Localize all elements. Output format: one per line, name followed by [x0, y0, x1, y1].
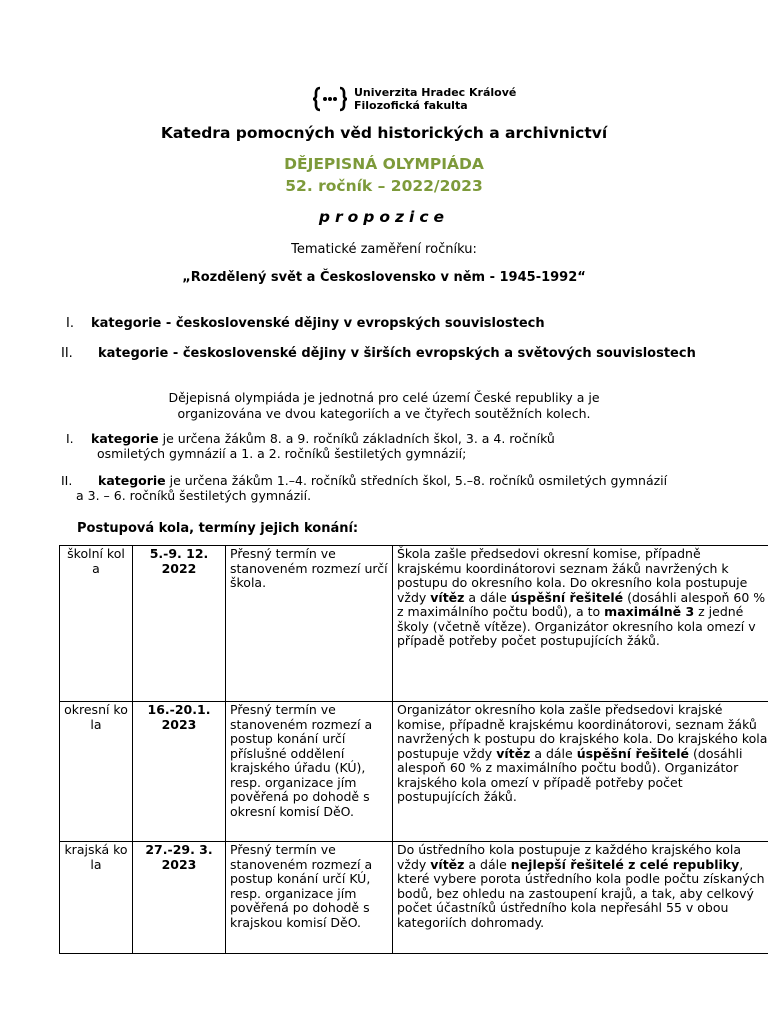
olympiad-title: DĚJEPISNÁ OLYMPIÁDA — [284, 155, 484, 173]
category-detail-keyword: kategorie — [98, 473, 166, 488]
focus-title: „Rozdělený svět a Československo v něm - 1945-1992“ — [182, 270, 586, 285]
round-name-cell: školní kola — [60, 546, 133, 702]
category-detail — [66, 431, 555, 461]
description-text: Do ústředního kola postupuje z každého krajského kola vždy — [397, 842, 742, 872]
category-text: kategorie - československé dějiny v evropských souvislostech — [91, 316, 545, 331]
description-text: Organizátor okresního kola zašle předsedovi krajské komise, případně krajskému koordinátorovi, seznam žáků navržených k postupu do krajského kola. Do krajského kola postupuje vždy — [397, 702, 768, 761]
logo-text — [354, 86, 516, 112]
round-description-cell — [393, 546, 768, 702]
category-number: I. — [66, 316, 74, 331]
description-emphasis: vítěz — [430, 589, 465, 605]
description-text: a dále — [530, 745, 577, 761]
department-title: Katedra pomocných věd historických a archivnictví — [160, 124, 608, 142]
description-emphasis: úspěšní řešitelé — [510, 589, 624, 605]
description-text: Škola zašle předsedovi okresní komise, případně krajskému koordinátorovi seznam žáků navržených k postupu do okresního kola. Do okresního kola postupuje vždy — [397, 546, 748, 605]
round-description-cell — [393, 842, 768, 954]
description-emphasis: maximálně 3 — [604, 604, 695, 619]
round-date-cell: 5.-9. 12. 2022 — [133, 546, 226, 702]
description-text: , které vybere porota ústředního kola podle počtu získaných bodů, bez ohledu na zastoupení krajů, a tak, aby celkový počet účastníků ústředního kola nepřesáhl 55 v obou kategoriích dohromady. — [397, 856, 765, 930]
category-detail-number: I. — [66, 431, 74, 446]
table-row — [60, 702, 768, 842]
rounds-title: Postupová kola, termíny jejich konání: — [77, 521, 359, 536]
focus-label: Tematické zaměření ročníku: — [291, 242, 477, 257]
propozice-title: propozice — [318, 208, 450, 226]
round-date-cell: 16.-20.1. 2023 — [133, 702, 226, 842]
description-emphasis: vítěz — [430, 856, 465, 872]
round-date-cell: 27.-29. 3. 2023 — [133, 842, 226, 954]
description-text: a dále — [464, 856, 511, 872]
round-name-cell: krajská kola — [60, 842, 133, 954]
round-timing-cell: Přesný termín ve stanoveném rozmezí a postup konání určí příslušné oddělení krajského úřadu (KÚ), resp. organizace jím pověřená po dohodě s okresní komisí DěO. — [226, 702, 393, 842]
table-row — [60, 842, 768, 954]
logo-university: Univerzita Hradec Králové — [354, 86, 517, 99]
category-item — [61, 346, 696, 361]
rounds-table — [59, 545, 768, 954]
category-text: kategorie - československé dějiny v širších evropských a světových souvislostech — [98, 346, 696, 361]
description-emphasis: nejlepší řešitelé z celé republiky — [510, 856, 740, 872]
category-detail-number: II. — [61, 473, 73, 488]
round-description-cell — [393, 702, 768, 842]
category-item — [66, 316, 545, 331]
description-text: z jedné školy (včetně vítěze). Organizátor okresního kola omezí v případě potřeby počet postupujících žáků. — [397, 604, 756, 648]
table-row — [60, 546, 768, 702]
intro-line: organizována ve dvou kategoriích a ve čtyřech soutěžních kolech. — [177, 406, 591, 421]
year-title: 52. ročník – 2022/2023 — [285, 177, 483, 195]
category-detail-text: je určena žákům 8. a 9. ročníků základních škol, 3. a 4. ročníků — [158, 431, 555, 446]
category-number: II. — [61, 346, 73, 361]
category-detail-line: osmiletých gymnázií a 1. a 2. ročníků šestiletých gymnázií; — [97, 446, 467, 461]
category-detail-text: je určena žákům 1.–4. ročníků středních škol, 5.–8. ročníků osmiletých gymnázií — [165, 473, 668, 488]
logo-faculty: Filozofická fakulta — [354, 99, 468, 112]
description-emphasis: vítěz — [496, 745, 531, 761]
category-detail-keyword: kategorie — [91, 431, 159, 446]
description-emphasis: úspěšní řešitelé — [576, 745, 690, 761]
round-timing-cell: Přesný termín ve stanoveném rozmezí a postup konání určí KÚ, resp. organizace jím pověřená po dohodě s krajskou komisí DěO. — [226, 842, 393, 954]
university-logo — [312, 86, 516, 112]
description-text: (dosáhli alespoň 60 % z maximálního počtu bodů), a to — [397, 589, 766, 619]
round-name-cell: okresní kola — [60, 702, 133, 842]
round-timing-cell: Přesný termín ve stanoveném rozmezí určí škola. — [226, 546, 393, 702]
braces-logo-icon — [312, 86, 348, 112]
description-text: (dosáhli alespoň 60 % z maximálního počtu bodů). Organizátor krajského kola omezí v případě potřeby počet postupujících žáků. — [397, 745, 743, 804]
category-detail-line: a 3. – 6. ročníků šestiletých gymnázií. — [76, 488, 312, 503]
category-detail — [61, 473, 667, 503]
intro-paragraph — [0, 390, 768, 422]
intro-line: Dějepisná olympiáda je jednotná pro celé území České republiky a je — [168, 390, 600, 405]
description-text: a dále — [464, 589, 511, 605]
